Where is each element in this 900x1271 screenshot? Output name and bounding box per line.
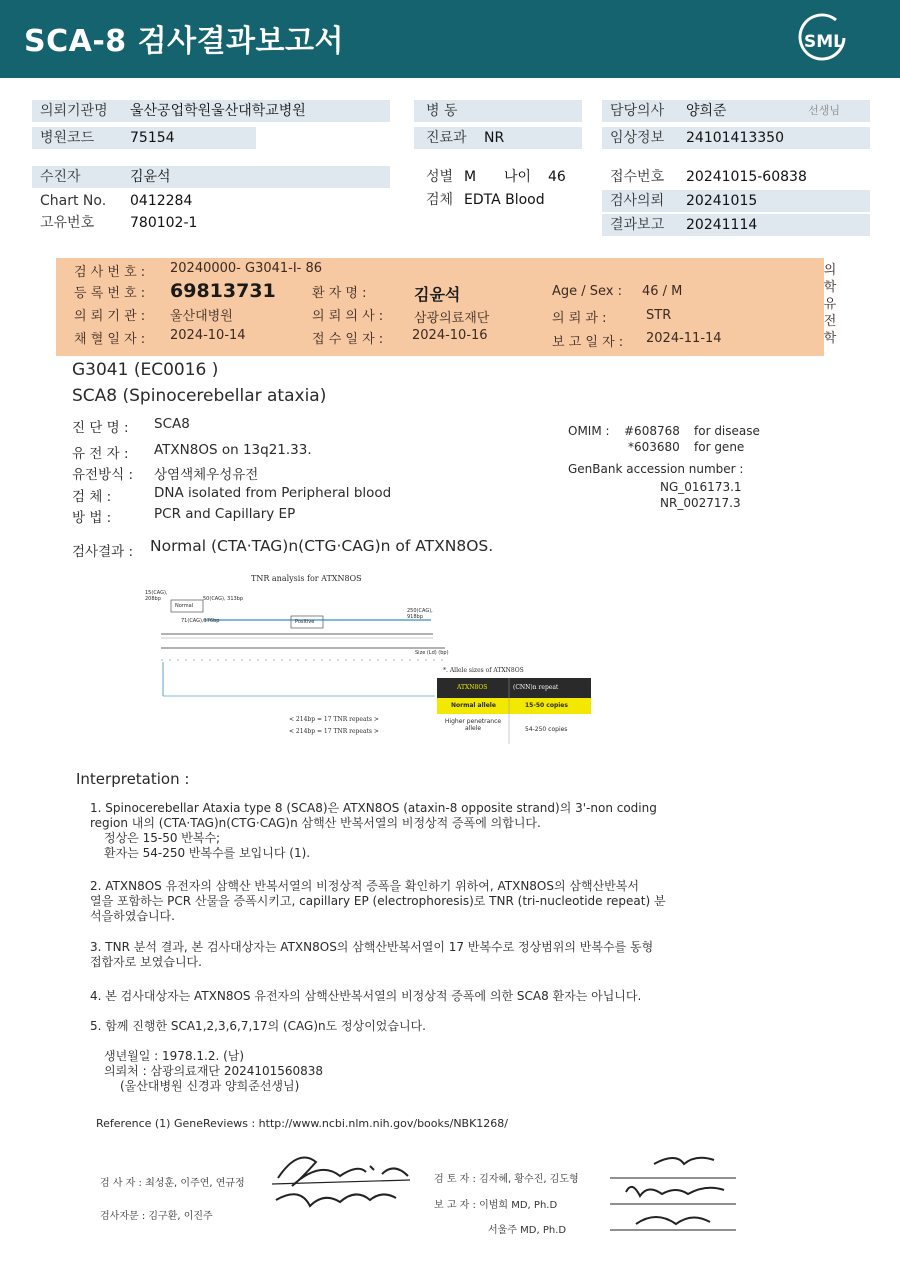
omim-label: OMIM : [568, 424, 610, 438]
birth-date: 생년월일 : 1978.1.2. (남) [104, 1049, 245, 1063]
ward-field: 병 동 [414, 100, 582, 122]
genbank-label: GenBank accession number : [568, 462, 744, 476]
result-report-field: 결과보고 20241114 [602, 214, 870, 236]
method-value: PCR and Capillary EP [154, 506, 296, 522]
interp-1d: 환자는 54-250 반복수를 보입니다 (1). [104, 846, 311, 860]
table-head-repeat: (CNN)n repeat [513, 684, 559, 691]
advisor-names: 검사자문 : 김구환, 이진주 [100, 1211, 213, 1222]
peak2-label: 50(CAG), 313bp [203, 596, 244, 602]
omim-gene-note: for gene [694, 440, 745, 454]
test-name: SCA8 (Spinocerebellar ataxia) [72, 386, 327, 406]
figure-title: TNR analysis for ATXN8OS [251, 574, 362, 583]
inherit-label: 유전방식 : [72, 467, 134, 483]
result-value: Normal (CTA·TAG)n(CTG·CAG)n of ATXN8OS. [150, 537, 494, 555]
report-title: SCA-8 검사결과보고서 [24, 24, 344, 59]
gene-value: ATXN8OS on 13q21.33. [154, 442, 312, 458]
sample-info-band: 검 사 번 호 : 20240000- G3041-I- 86 등 록 번 호 : 69813731 환 자 명 : 김윤석 Age / Sex : 46 / M 의 뢰 기 관 : 울산대병원 의 뢰 의 사 : 삼광의료재단 의 뢰 과 : STR 채 혈 일 자 : 2024-10-14 접 수 일 자 : 2024-10-16 보 고 일 자 : 2024-11-14 의학유전학 [56, 258, 824, 356]
omim-disease-note: for disease [694, 424, 760, 438]
size-axis-label: Size (Ld) (bp) [415, 650, 449, 656]
interp-2b: 열을 포함하는 PCR 산물을 증폭시키고, capillary EP (electrophoresis)로 TNR (tri-nucleotide repeat) 분 [90, 894, 666, 908]
requester-detail: (울산대병원 신경과 양희준선생님) [120, 1079, 300, 1093]
interp-1a: 1. Spinocerebellar Ataxia type 8 (SCA8)은 ATXN8OS (ataxin-8 opposite strand)의 3'-non coding [90, 801, 657, 815]
unique-no-field: 고유번호 780102-1 [40, 215, 198, 231]
specimen-field: 검체 EDTA Blood [426, 192, 545, 208]
logo-text: SML [804, 32, 844, 52]
interp-4: 4. 본 검사대상자는 ATXN8OS 유전자의 삼핵산반복서열의 비정상적 증폭에 의한 SCA8 환자는 아닙니다. [90, 989, 642, 1003]
sml-logo [796, 12, 852, 68]
peak1-label: 15(CAG), 208bp [145, 590, 168, 602]
interp-3a: 3. TNR 분석 결과, 본 검사대상자는 ATXN8OS의 삼핵산반복서열이 17 반복수로 정상범위의 반복수를 동형 [90, 940, 654, 954]
genbank-ng: NG_016173.1 [660, 480, 742, 494]
result-label: 검사결과 : [72, 544, 134, 560]
table-head-gene: ATXN8OS [457, 684, 488, 691]
specimen-label: 검 체 : [72, 489, 112, 505]
reviewer-names: 검 토 자 : 김자혜, 황수진, 김도형 [434, 1174, 579, 1185]
interp-2c: 석을하였습니다. [90, 909, 175, 923]
reporter-name: 보 고 자 : 이범희 MD, Ph.D [434, 1200, 558, 1211]
tester-names: 검 사 자 : 최성훈, 이주연, 연규정 [100, 1178, 245, 1189]
receipt-no-field: 접수번호 20241015-60838 [610, 169, 807, 185]
inherit-value: 상염색체우성유전 [154, 467, 259, 483]
omim-gene: *603680 [628, 440, 680, 454]
requesting-org-field: 의뢰기관명 울산공업학원울산대학교병원 [32, 100, 390, 122]
interp-1c: 정상은 15-50 반복수; [104, 831, 221, 845]
higher-allele-range: 54-250 copies [525, 726, 568, 733]
gene-label: 유 전 자 : [72, 446, 129, 462]
clinical-info-field: 임상정보 24101413350 [602, 127, 870, 149]
normal-allele-label: Normal allele [451, 702, 496, 709]
method-label: 방 법 : [72, 510, 112, 526]
reviewer-signature [606, 1150, 746, 1235]
tnr-analysis-figure [145, 570, 605, 750]
omim-disease: #608768 [624, 424, 680, 438]
repeat-label-2: < 214bp = 17 TNR repeats > [289, 728, 379, 735]
interp-2a: 2. ATXN8OS 유전자의 삼핵산 반복서열의 비정상적 증폭을 확인하기 위하여, ATXN8OS의 삼핵산반복서 [90, 879, 639, 893]
requester: 의뢰처 : 삼광의료재단 2024101560838 [104, 1064, 324, 1078]
test-request-field: 검사의뢰 20241015 [602, 190, 870, 212]
genbank-nr: NR_002717.3 [660, 496, 741, 510]
repeat-label-1: < 214bp = 17 TNR repeats > [289, 716, 379, 723]
peak3-label: 71(CAG),376bp [181, 618, 220, 624]
allele-title: *. Allele sizes of ATXN8OS [443, 667, 524, 674]
test-code: G3041 (EC0016 ) [72, 360, 219, 380]
interp-3b: 접합자로 보였습니다. [90, 955, 202, 969]
interpretation-title: Interpretation : [76, 770, 190, 788]
normal-label: Normal [175, 603, 194, 609]
department-field: 진료과 NR [414, 127, 582, 149]
interp-5: 5. 함께 진행한 SCA1,2,3,6,7,17의 (CAG)n도 정상이었습니다. [90, 1019, 426, 1033]
interp-1b: region 내의 (CTA·TAG)n(CTG·CAG)n 삼핵산 반복서열의 비정상적 증폭에 의합니다. [90, 816, 541, 830]
reference: Reference (1) GeneReviews : http://www.ncbi.nlm.nih.gov/books/NBK1268/ [96, 1117, 509, 1130]
specimen-value: DNA isolated from Peripheral blood [154, 485, 392, 501]
report-header [0, 0, 900, 78]
tester-signature [270, 1140, 420, 1220]
sex-age-field: 성별 M 나이 46 [426, 169, 566, 185]
normal-allele-range: 15-50 copies [525, 702, 568, 709]
vertical-dept-label: 의학유전학 [823, 263, 837, 346]
reporter-name-2: 서울주 MD, Ph.D [488, 1225, 567, 1236]
patient-field: 수진자 김윤석 [32, 166, 390, 188]
chart-no-field: Chart No. 0412284 [40, 193, 193, 209]
diag-label: 진 단 명 : [72, 420, 129, 436]
doctor-field: 담당의사 양희준 선생님 [602, 100, 870, 122]
positive-label: Positive [295, 619, 315, 625]
higher-allele-label: Higher penetrance allele [444, 718, 502, 732]
peak4-label: 250(CAG), 918bp [407, 608, 433, 620]
hospital-code-field: 병원코드 75154 [32, 127, 256, 149]
diag-value: SCA8 [154, 416, 190, 432]
